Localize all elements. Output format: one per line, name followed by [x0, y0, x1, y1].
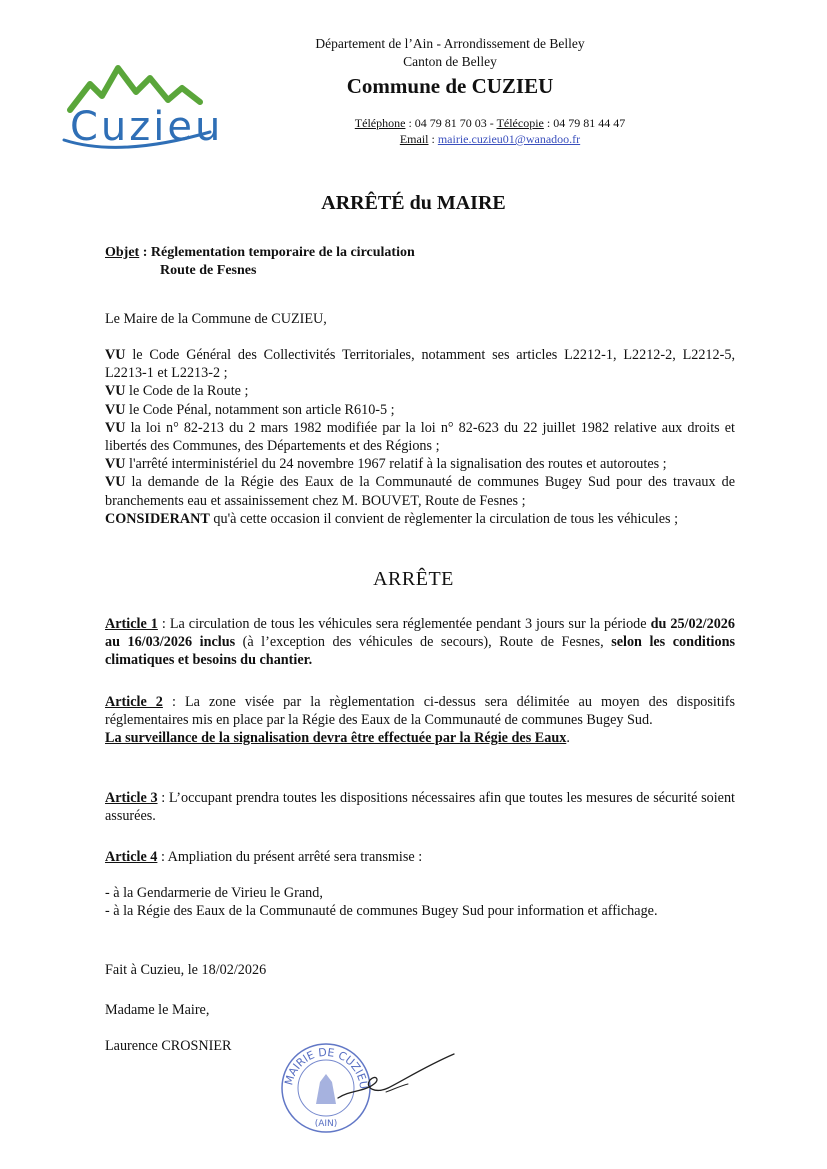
email-line	[300, 131, 680, 147]
article-2-label: Article 2	[105, 694, 163, 710]
vu-keyword: VU	[105, 456, 126, 473]
commune-name: Commune de CUZIEU	[346, 74, 554, 98]
article-2-text: : La zone visée par la règlementation ci-dessus sera délimitée au moyen des dispositifs réglementaires mis en place par la Régie des Eaux de la Communauté de communes Bugey Sud.	[105, 694, 735, 729]
commune-logo	[60, 62, 240, 162]
vu-text: le Code Général des Collectivités Territoriales, notamment ses articles L2212-1, L2212-2, L2212-5, L2213-1 et L2213-2 ;	[105, 347, 735, 382]
distribution-item: - à la Régie des Eaux de la Communauté de communes Bugey Sud pour information et affichage.	[105, 903, 658, 920]
article-3-label: Article 3	[105, 790, 158, 806]
objet-sep: :	[139, 245, 151, 260]
phone-line	[300, 115, 680, 131]
svg-text:(AIN): (AIN)	[314, 1119, 338, 1129]
signature-icon	[330, 1040, 460, 1120]
signatory-role: Madame le Maire,	[105, 1002, 210, 1018]
vu-text: le Code de la Route ;	[125, 383, 249, 400]
objet-label: Objet	[105, 245, 140, 260]
fait-a: Fait à Cuzieu, le 18/02/2026	[105, 962, 267, 978]
vu-item	[105, 401, 735, 419]
vu-text: le Code Pénal, notamment son article R610-5 ;	[125, 401, 395, 418]
objet-line1: Réglementation temporaire de la circulation	[150, 245, 415, 260]
logo-wordmark: Cuzieu	[70, 104, 224, 150]
article-4-text: : Ampliation du présent arrêté sera transmise :	[157, 849, 423, 865]
article-2-end: .	[566, 730, 570, 747]
handwritten-signature	[330, 1040, 460, 1120]
article-1-text-2: (à l’exception des véhicules de secours), Route de Fesnes,	[235, 634, 612, 651]
distribution-item: - à la Gendarmerie de Virieu le Grand,	[105, 885, 323, 901]
article-3-text: : L’occupant prendra toutes les dispositions nécessaires afin que toutes les mesures de sécurité soient assurées.	[105, 790, 735, 825]
vu-keyword: VU	[105, 383, 126, 400]
signatory-name: Laurence CROSNIER	[105, 1038, 232, 1054]
vu-keyword: VU	[105, 474, 126, 491]
vu-list	[105, 346, 735, 528]
considerant-item	[105, 510, 735, 528]
article-1-label: Article 1	[105, 616, 158, 632]
fax-label: Télécopie	[496, 116, 544, 130]
article-1-conditions: selon les conditions climatiques et besoins du chantier.	[105, 634, 735, 669]
article-2	[105, 693, 735, 748]
vu-text: l'arrêté interministériel du 24 novembre 1967 relatif à la signalisation des routes et autoroutes ;	[125, 456, 667, 473]
svg-text:MAIRIE DE CUZIEU: MAIRIE DE CUZIEU	[282, 1045, 371, 1090]
vu-text: la demande de la Régie des Eaux de la Communauté de communes Bugey Sud pour des travaux de branchements eau et assainissement chez M. BOUVET, Route de Fesnes ;	[105, 474, 735, 509]
objet-block	[105, 244, 415, 280]
vu-item	[105, 346, 735, 382]
article-4-label: Article 4	[105, 849, 158, 865]
arrete-heading: ARRÊTE	[373, 568, 454, 590]
email-label: Email	[399, 132, 429, 146]
vu-item	[105, 473, 735, 509]
email-link[interactable]: mairie.cuzieu01@wanadoo.fr	[437, 132, 581, 146]
vu-keyword: VU	[105, 419, 126, 436]
vu-item	[105, 455, 735, 473]
article-2-surveillance: La surveillance de la signalisation devra être effectuée par la Régie des Eaux	[105, 730, 567, 747]
contact-block	[300, 115, 680, 147]
article-3	[105, 789, 735, 825]
vu-item	[105, 419, 735, 455]
vu-text: la loi n° 82-213 du 2 mars 1982 modifiée par la loi n° 82-623 du 22 juillet 1982 relative aux droits et libertés des Communes, des Départements et des Régions ;	[105, 419, 735, 455]
article-4	[105, 848, 735, 866]
email-separator: :	[428, 132, 438, 146]
objet-line2: Route de Fesnes	[160, 263, 257, 278]
fax-value: : 04 79 81 44 47	[543, 116, 626, 130]
considerant-text: qu'à cette occasion il convient de règlementer la circulation de tous les véhicules ;	[209, 510, 679, 527]
vu-keyword: VU	[105, 401, 126, 418]
phone-label: Téléphone	[354, 116, 406, 130]
article-1-dates: du 25/02/2026 au 16/03/2026 inclus	[105, 616, 735, 651]
vu-keyword: VU	[105, 347, 126, 363]
intro-text: Le Maire de la Commune de CUZIEU,	[105, 311, 327, 327]
header-department: Département de l’Ain - Arrondissement de Belley	[315, 36, 585, 51]
phone-value: : 04 79 81 70 03 -	[405, 116, 497, 130]
vu-item	[105, 382, 735, 400]
article-1-text: : La circulation de tous les véhicules sera réglementée pendant 3 jours sur la période	[157, 616, 651, 632]
article-1	[105, 615, 735, 670]
distribution-list	[105, 884, 735, 920]
document-title: ARRÊTÉ du MAIRE	[321, 192, 506, 214]
header-canton: Canton de Belley	[403, 54, 497, 69]
considerant-keyword: CONSIDERANT	[105, 510, 210, 527]
